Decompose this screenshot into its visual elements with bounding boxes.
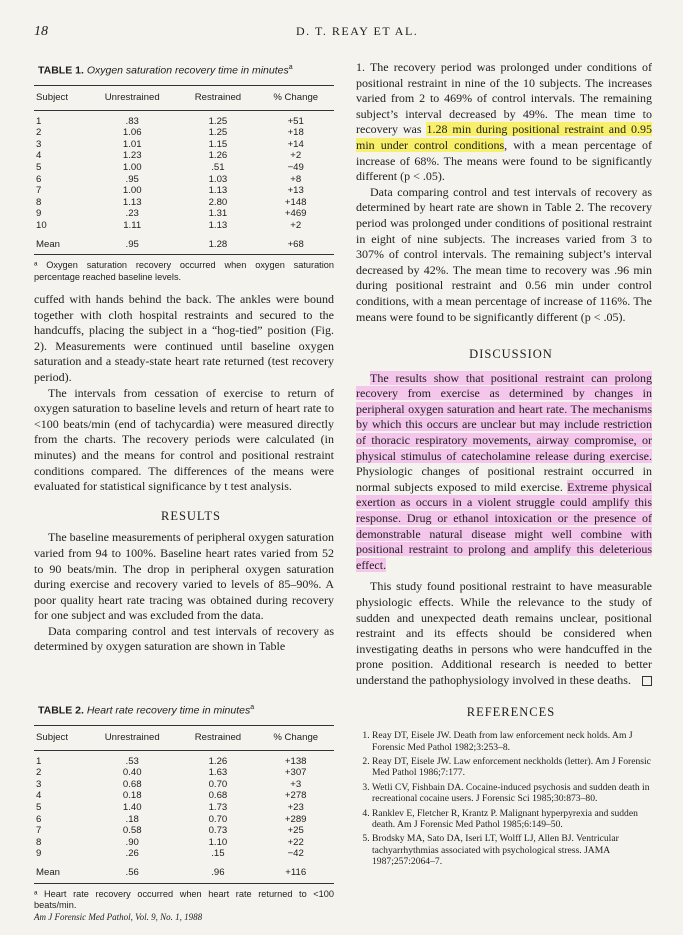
results-paragraph-2: Data comparing control and test intervals of recovery as determined by oxygen saturation are shown in Table [34,623,334,654]
table2-cell-subject: 6 [36,813,42,825]
table2-cell-restrained: 1.73 [208,802,228,814]
table1-row [34,185,334,197]
table2-row [34,814,334,826]
results-paragraph-1: The baseline measurements of peripheral oxygen saturation varied from 94 to 100%. Baseline heart rates varied from 52 to 90 beats/min. The drop in peripheral oxygen saturation during exercise and recovery varied to levels of 85–90%. A poor quality heart rate tracing was obtained during recovery for one subject and was excluded from the data. [34,530,334,623]
table1-cell-subject: 4 [36,150,42,162]
table1-cell-unrestrained: 1.00 [122,162,142,174]
table1-row [34,197,334,209]
table1-caption-mark: a [288,64,293,71]
results-heading: RESULTS [160,508,222,523]
table2-cell-subject: 8 [36,836,42,848]
table2-cell-unrestrained: 0.68 [122,778,142,790]
table2-cell-restrained: 1.63 [208,767,228,779]
table1-cell-change: +13 [287,185,304,197]
table1-footnote: ᵃ Oxygen saturation recovery occurred when oxygen saturation percentage reached baseline levels. [34,260,334,282]
table2-title [38,700,334,719]
table1-cell-restrained: 1.25 [208,115,228,127]
table2 [34,725,334,884]
table1-mean-change: +68 [257,232,334,255]
discussion-highlight-2: Extreme physical exertion as occurs in a violent struggle could amplify this response. Drug or ethanol intoxication or the presence of demonstrable natural disease might well combine with positional restraint to prolong and amplify this deleterious effect. [356,479,652,572]
table2-cell-subject: 9 [36,848,42,860]
table2-cell-restrained: .15 [211,848,225,860]
table2-col-restrained: Restrained [178,726,257,751]
table2-mean-change: +116 [257,860,334,883]
references-ordered-list [356,730,652,867]
journal-citation: Am J Forensic Med Pathol, Vol. 9, No. 1, 1988 [34,912,203,922]
table1-cell-unrestrained: .95 [125,173,139,185]
references-heading: REFERENCES [466,704,556,719]
table1-cell-restrained: .51 [211,162,225,174]
table1-cell-subject: 6 [36,173,42,185]
table2-cell-restrained: 1.26 [208,755,228,767]
table1-cell-subject: 9 [36,208,42,220]
table1-cell-subject: 3 [36,138,42,150]
page-number: 18 [34,24,48,39]
table2-label: TABLE 2. [38,704,84,717]
table1-cell-unrestrained: .83 [125,115,139,127]
table2-col-unrestrained: Unrestrained [86,726,178,751]
table1-block [34,60,334,283]
methods-paragraph-2: The intervals from cessation of exercise to return of oxygen saturation to baseline levels and return of heart rate to <100 beats/min (end of tachycardia) were measured directly from the charts. The recovery periods were calculated (in minutes) and the means for control and positional restraint conditions compared. The differences of the means were evaluated for statistical significance by t test analysis. [34,385,334,494]
table1-mean-subject: Mean [34,232,86,255]
table1-label: TABLE 1. [38,64,84,77]
table1-body [34,110,334,255]
table2-cell-unrestrained: 0.58 [122,825,142,837]
reference-item: 4. Ranklev E, Fletcher R, Krantz P. Malignant hyperpyrexia and sudden death. Am J Forensic Med Pathol 1985;6:149–50. [372,808,652,831]
table2-cell-restrained: 0.70 [208,778,228,790]
table1-cell-unrestrained: 1.11 [123,220,142,232]
table2-cell-restrained: 0.68 [208,790,228,802]
reference-item: 5. Brodsky MA, Sato DA, Iseri LT, Wolff LJ, Allen BJ. Ventricular tachyarrhythmias associated with psychological stress. JAMA 1987;257:2064–7. [372,833,652,867]
table2-cell-restrained: 0.73 [208,825,228,837]
table2-body [34,750,334,883]
table2-cell-unrestrained: .90 [125,836,139,848]
table1-cell-restrained: 1.13 [208,185,228,197]
table1-cell-unrestrained: 1.13 [122,196,142,208]
table2-mean-restrained: .96 [178,860,257,883]
table2-cell-change: +289 [284,813,307,825]
table1-cell-change: +2 [290,220,302,232]
table1-cell-change: +2 [290,150,302,162]
table1-cell-restrained: 1.26 [208,150,228,162]
table2-cell-restrained: 1.10 [208,836,228,848]
table2-cell-unrestrained: 0.40 [122,767,142,779]
table2-mean-row [34,860,334,883]
table1-cell-change: +18 [287,127,304,139]
table1-cell-change: +8 [290,173,302,185]
table2-row [34,790,334,802]
table2-cell-subject: 4 [36,790,42,802]
table1-cell-restrained: 2.80 [208,196,228,208]
table1-cell-unrestrained: 1.06 [122,127,142,139]
table1 [34,85,334,255]
table2-row [34,802,334,814]
table1-row [34,139,334,151]
table1-row [34,208,334,220]
table1-row [34,174,334,186]
table1-cell-subject: 1 [36,115,42,127]
discussion-p2-text: This study found positional restraint to have measurable physiologic effects. While the relevance to the study of sudden and unexpected death remains unclear, positional restraint and its effects should be considered when investigating deaths in persons who were handcuffed in the prone position. Additional research is needed to better understand the pathophysiology involved in these deaths. [356,579,652,687]
table2-cell-change: +278 [284,790,307,802]
running-title: D. T. REAY ET AL. [296,24,419,38]
table1-cell-change: +14 [287,138,304,150]
table2-cell-subject: 2 [36,767,42,779]
left-body [34,292,334,655]
reference-item: 2. Reay DT, Eisele JW. Law enforcement neckholds (letter). Am J Forensic Med Pathol 1986;7:177. [372,756,652,779]
table2-cell-change: +25 [287,825,304,837]
table1-mean-restrained: 1.28 [178,232,257,255]
table2-cell-change: −42 [287,848,304,860]
table2-cell-unrestrained: .26 [125,848,139,860]
results-p3-text-a: 1. The recovery period was prolonged under conditions of positional restraint in nine of the 10 subjects. The increases varied from 2 to 469% of control intervals. The remaining subject’s interval decreased by 49%. The mean time to recovery was [356,60,652,137]
table1-cell-subject: 7 [36,185,42,197]
end-of-article-icon [642,676,652,686]
table1-title [38,60,334,79]
table2-cell-change: +23 [287,802,304,814]
table1-cell-change: +148 [284,196,307,208]
table1-cell-unrestrained: .23 [125,208,139,220]
table1-cell-restrained: 1.31 [208,208,228,220]
table1-col-change: % Change [257,86,334,111]
table1-row [34,127,334,139]
discussion-paragraph-2 [356,579,652,688]
table1-cell-subject: 8 [36,196,42,208]
table2-row [34,779,334,791]
table2-row [34,825,334,837]
results-paragraph-3 [356,60,652,185]
table1-row [34,220,334,232]
table2-row [34,767,334,779]
discussion-heading: DISCUSSION [469,347,553,362]
table2-cell-unrestrained: 0.18 [122,790,142,802]
table2-cell-subject: 7 [36,825,42,837]
table2-block [34,700,334,911]
table1-cell-subject: 5 [36,162,42,174]
table1-row [34,162,334,174]
table2-mean-subject: Mean [34,860,86,883]
table2-cell-unrestrained: .53 [125,755,139,767]
table2-cell-change: +138 [284,755,307,767]
results-p3-highlight: 1.28 min during positional restraint and 0.95 min under control conditions [356,122,652,152]
table1-cell-restrained: 1.03 [208,173,228,185]
table1-cell-subject: 10 [36,220,47,232]
table2-row [34,750,334,767]
table1-header-row [34,86,334,111]
reference-item: 1. Reay DT, Eisele JW. Death from law enforcement neck holds. Am J Forensic Med Pathol 1982;3:253–8. [372,730,652,753]
table2-caption: Heart rate recovery time in minutes [86,704,251,717]
table1-col-unrestrained: Unrestrained [86,86,178,111]
right-body [356,60,652,871]
table2-caption-mark: a [250,704,255,711]
table2-cell-subject: 1 [36,755,42,767]
results-paragraph-4: Data comparing control and test intervals of recovery as determined by heart rate are shown in Table 2. The recovery period was prolonged under conditions of positional restraint in eight of nine subjects. The increases varied from 3 to 307% of control intervals. The remaining subject’s interval decreased by 42%. The mean time to recovery was .96 min during positional restraint and 0.56 min under control conditions, with a mean percentage of increase of 116%. The means were found to be significantly different (p < .05). [356,184,652,324]
table2-cell-change: +3 [290,778,302,790]
table2-cell-unrestrained: .18 [125,813,139,825]
results-p3-text-b: , with a mean percentage of increase of 68%. The means were found to be significantly different (p < .05). [356,137,652,184]
table1-cell-restrained: 1.13 [208,220,228,232]
table2-cell-restrained: 0.70 [208,813,228,825]
table2-col-subject: Subject [34,726,86,751]
table2-header-row [34,726,334,751]
table1-caption: Oxygen saturation recovery time in minutes [86,64,289,77]
table2-cell-subject: 3 [36,778,42,790]
table1-col-subject: Subject [34,86,86,111]
table1-cell-change: +51 [287,115,304,127]
table1-cell-change: +469 [284,208,307,220]
table2-col-change: % Change [257,726,334,751]
table1-cell-subject: 2 [36,127,42,139]
table2-cell-subject: 5 [36,802,42,814]
table1-cell-unrestrained: 1.01 [122,138,142,150]
table2-cell-change: +307 [284,767,307,779]
table1-mean-row [34,232,334,255]
discussion-p1-plain: Physiologic changes of positional restraint occurred in normal subjects exposed to mild exercise. [356,464,652,494]
table2-row [34,837,334,849]
table2-mean-unrestrained: .56 [86,860,178,883]
discussion-highlight-1: The results show that positional restraint can prolong recovery from exercise as determined by changes in peripheral oxygen saturation and heart rate. The mechanisms by which this occurs are unclear but may include restriction of thoracic respiratory movements, airway compromise, or physical stimulus of catecholamine release during exercise. [356,370,652,463]
table1-cell-restrained: 1.25 [208,127,228,139]
table1-cell-unrestrained: 1.23 [122,150,142,162]
reference-item: 3. Wetli CV, Fishbain DA. Cocaine-induced psychosis and sudden death in recreational cocaine users. J Forensic Sci 1985;30:873–80. [372,782,652,805]
references-list [356,730,652,867]
table1-row [34,150,334,162]
table2-row [34,848,334,860]
table1-cell-unrestrained: 1.00 [122,185,142,197]
table2-cell-change: +22 [287,836,304,848]
table1-row [34,110,334,127]
discussion-paragraph-1 [356,371,652,574]
table2-footnote: ᵃ Heart rate recovery occurred when heart rate returned to <100 beats/min. [34,888,334,911]
table2-cell-unrestrained: 1.40 [122,802,142,814]
methods-paragraph-1: cuffed with hands behind the back. The ankles were bound together with cloth hospital restraints and secured to the handcuffs, placing the subject in a “hog-tied” position (Fig. 2). Measurements were continued until baseline oxygen saturation and a steady-state heart rate returned (test recovery period). [34,292,334,384]
table1-col-restrained: Restrained [178,86,257,111]
table1-mean-unrestrained: .95 [86,232,178,255]
table1-cell-change: −49 [287,162,304,174]
table1-cell-restrained: 1.15 [208,138,228,150]
